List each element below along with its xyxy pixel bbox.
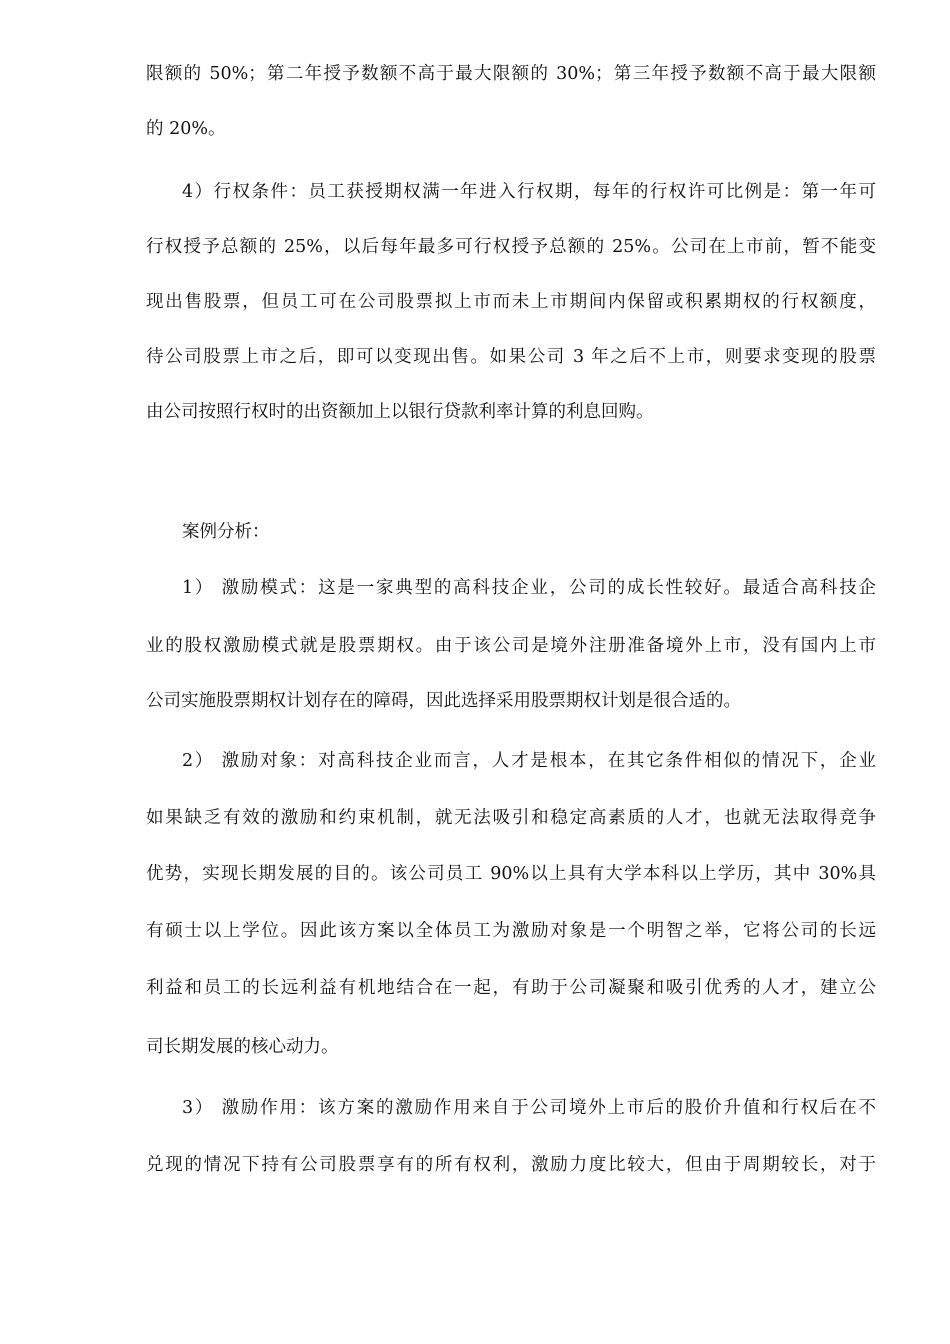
paragraph-line: 4）行权条件：员工获授期权满一年进入行权期，每年的行权许可比例是：第一年可	[182, 182, 876, 202]
paragraph-line: 司长期发展的核心动力。	[146, 1037, 339, 1057]
paragraph-line: 如果缺乏有效的激励和约束机制，就无法吸引和稳定高素质的人才，也就无法取得竞争	[146, 808, 876, 828]
paragraph-line: 1） 激励模式：这是一家典型的高科技企业，公司的成长性较好。最适合高科技企	[182, 578, 876, 598]
paragraph-line: 由公司按照行权时的出资额加上以银行贷款利率计算的利息回购。	[146, 402, 654, 422]
paragraph-line: 3） 激励作用：该方案的激励作用来自于公司境外上市后的股价升值和行权后在不	[182, 1098, 876, 1118]
paragraph-line: 业的股权激励模式就是股票期权。由于该公司是境外注册准备境外上市，没有国内上市	[146, 636, 876, 656]
paragraph-line: 待公司股票上市之后，即可以变现出售。如果公司 3 年之后不上市，则要求变现的股票	[146, 347, 876, 367]
paragraph-line: 限额的 50%；第二年授予数额不高于最大限额的 30%；第三年授予数额不高于最大限额	[146, 64, 876, 84]
paragraph-line: 优势，实现长期发展的目的。该公司员工 90%以上具有大学本科以上学历，其中 30%具	[146, 864, 876, 884]
paragraph-line: 公司实施股票期权计划存在的障碍，因此选择采用股票期权计划是很合适的。	[146, 691, 741, 711]
paragraph-line: 行权授予总额的 25%，以后每年最多可行权授予总额的 25%。公司在上市前，暂不能变	[146, 237, 876, 257]
paragraph-line: 2） 激励对象：对高科技企业而言，人才是根本，在其它条件相似的情况下，企业	[182, 751, 876, 771]
paragraph-line: 兑现的情况下持有公司股票享有的所有权利，激励力度比较大，但由于周期较长，对于	[146, 1155, 876, 1175]
section-heading: 案例分析：	[182, 522, 270, 542]
paragraph-line: 现出售股票，但员工可在公司股票拟上市而未上市期间内保留或积累期权的行权额度，	[146, 292, 876, 312]
paragraph-line: 利益和员工的长远利益有机地结合在一起，有助于公司凝聚和吸引优秀的人才，建立公	[146, 978, 876, 998]
paragraph-line: 的 20%。	[146, 119, 226, 139]
paragraph-line: 有硕士以上学位。因此该方案以全体员工为激励对象是一个明智之举，它将公司的长远	[146, 921, 876, 941]
